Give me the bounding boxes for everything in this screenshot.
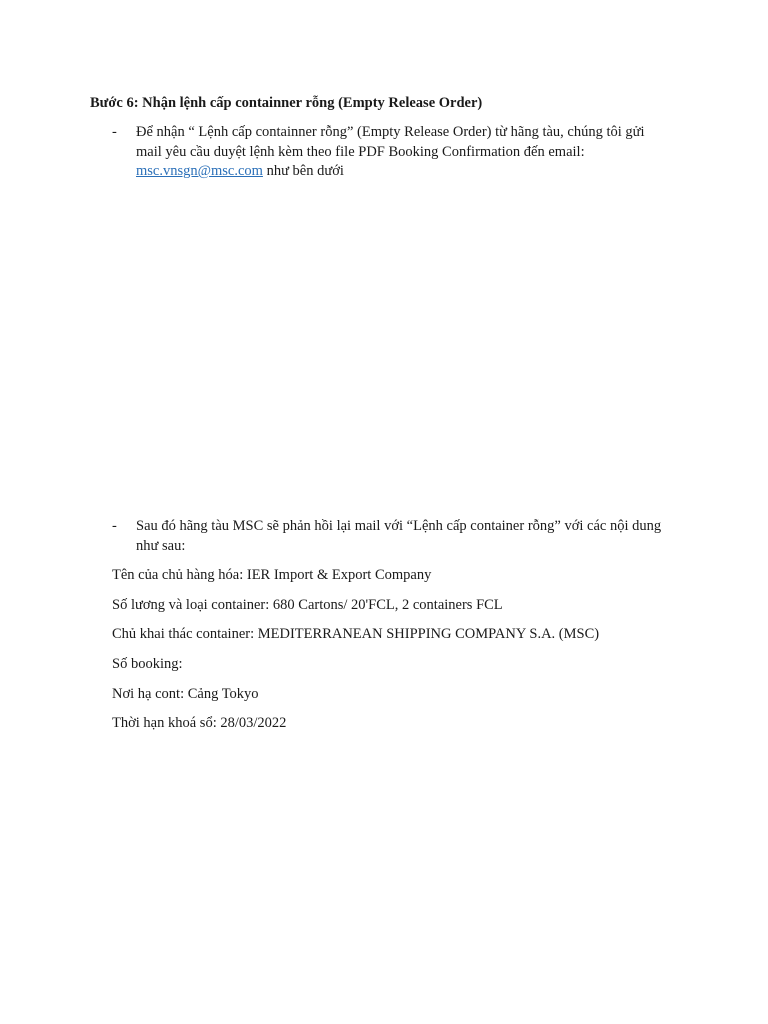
- bullet-msc-response: [112, 517, 672, 556]
- bullet-dash: -: [112, 518, 117, 534]
- bullet-text-intro: Để nhận “ Lệnh cấp containner rỗng” (Empty Release Order) từ hãng tàu, chúng tôi gửi mail yêu cầu duyệt lệnh kèm theo file PDF Booking Confirmation đến email:: [136, 124, 645, 160]
- closing-deadline-line: Thời hạn khoá sổ: 28/03/2022: [112, 715, 287, 731]
- bullet-request-release-order: [112, 123, 672, 182]
- return-port-line: Nơi hạ cont: Cảng Tokyo: [112, 686, 259, 702]
- booking-number-line: Số booking:: [112, 656, 183, 672]
- bullet-text: [136, 123, 672, 182]
- container-quantity-line: Số lương và loại container: 680 Cartons/ 20'FCL, 2 containers FCL: [112, 597, 503, 613]
- bullet-dash: -: [112, 124, 117, 140]
- bullet-text: Sau đó hãng tàu MSC sẽ phản hồi lại mail với “Lệnh cấp container rỗng” với các nội dung như sau:: [136, 518, 662, 554]
- blank-image-area: [112, 190, 672, 500]
- bullet-text-outro: như bên dưới: [262, 163, 344, 179]
- container-operator-line: Chủ khai thác container: MEDITERRANEAN SHIPPING COMPANY S.A. (MSC): [112, 626, 600, 642]
- step-heading: Bước 6: Nhận lệnh cấp containner rỗng (Empty Release Order): [90, 95, 483, 111]
- cargo-owner-line: Tên của chủ hàng hóa: IER Import & Export Company: [112, 567, 432, 583]
- email-link[interactable]: msc.vnsgn@msc.com: [136, 163, 263, 179]
